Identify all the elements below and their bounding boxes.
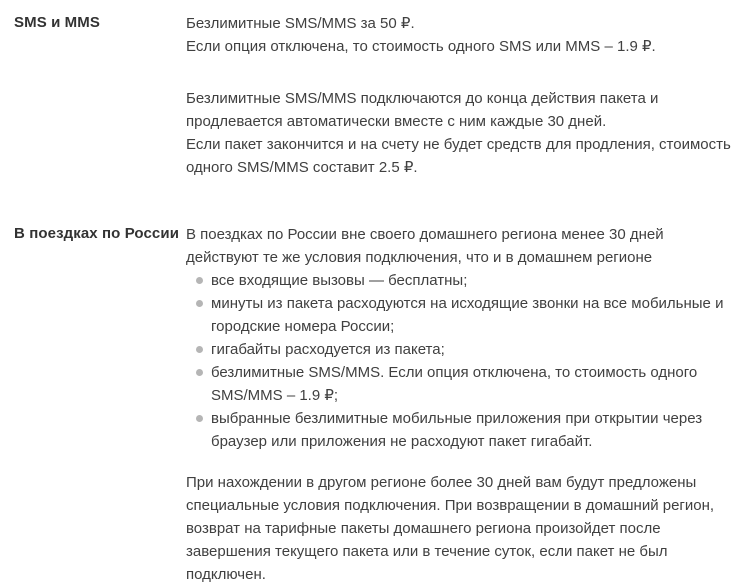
bullet-dot-icon [196, 346, 203, 353]
bullet-dot-icon [196, 415, 203, 422]
paragraph-travel-outro [186, 471, 735, 584]
text-line: Безлимитные SMS/MMS подключаются до конца действия пакета и продлевается автоматически вместе с ним каждые 30 дней. [186, 90, 659, 130]
text-line: Если пакет закончится и на счету не будет средств для продления, стоимость одного SMS/MMS составит 2.5 ₽. [186, 136, 731, 176]
bullet-dot-icon [196, 369, 203, 376]
section-label-travel-russia: В поездках по России [14, 225, 180, 242]
bullet-text: безлимитные SMS/MMS. Если опция отключена, то стоимость одного SMS/MMS – 1.9 ₽; [211, 364, 698, 404]
bullet-text: выбранные безлимитные мобильные приложения при открытии через браузер или приложения не расходуют пакет гигабайт. [211, 410, 703, 450]
bullet-item [186, 361, 735, 407]
bullet-dot-icon [196, 277, 203, 284]
section-content-travel-russia [186, 223, 735, 584]
bullet-text: гигабайты расходуется из пакета; [211, 341, 445, 358]
text-line: В поездках по России вне своего домашнего региона менее 30 дней действуют те же условия подключения, что и в домашнем регионе [186, 226, 664, 266]
section-label-sms-mms: SMS и MMS [14, 14, 100, 31]
bullet-item [186, 269, 735, 292]
text-line: Если опция отключена, то стоимость одного SMS или MMS – 1.9 ₽. [186, 38, 656, 55]
bullet-item [186, 338, 735, 361]
bullet-item [186, 407, 735, 453]
bullet-text: минуты из пакета расходуются на исходящие звонки на все мобильные и городские номера России; [211, 295, 724, 335]
paragraph-travel-intro [186, 223, 735, 269]
paragraph-sms-renewal [186, 87, 735, 179]
text-line: При нахождении в другом регионе более 30 дней вам будут предложены специальные условия подключения. При возвращении в домашний регион, возврат на тарифные пакеты домашнего региона произойдет после завершения текущего пакета или в течение суток, если пакет не был подключен. [186, 474, 715, 583]
paragraph-sms-price [186, 12, 735, 58]
section-content-sms-mms [186, 12, 735, 179]
section-sms-mms [14, 12, 735, 179]
bullet-text: все входящие вызовы — бесплатны; [211, 272, 468, 289]
bullet-dot-icon [196, 300, 203, 307]
bullet-item [186, 292, 735, 338]
section-travel-russia [14, 223, 735, 584]
text-line: Безлимитные SMS/MMS за 50 ₽. [186, 15, 415, 32]
travel-conditions-bullet-list [186, 269, 735, 453]
